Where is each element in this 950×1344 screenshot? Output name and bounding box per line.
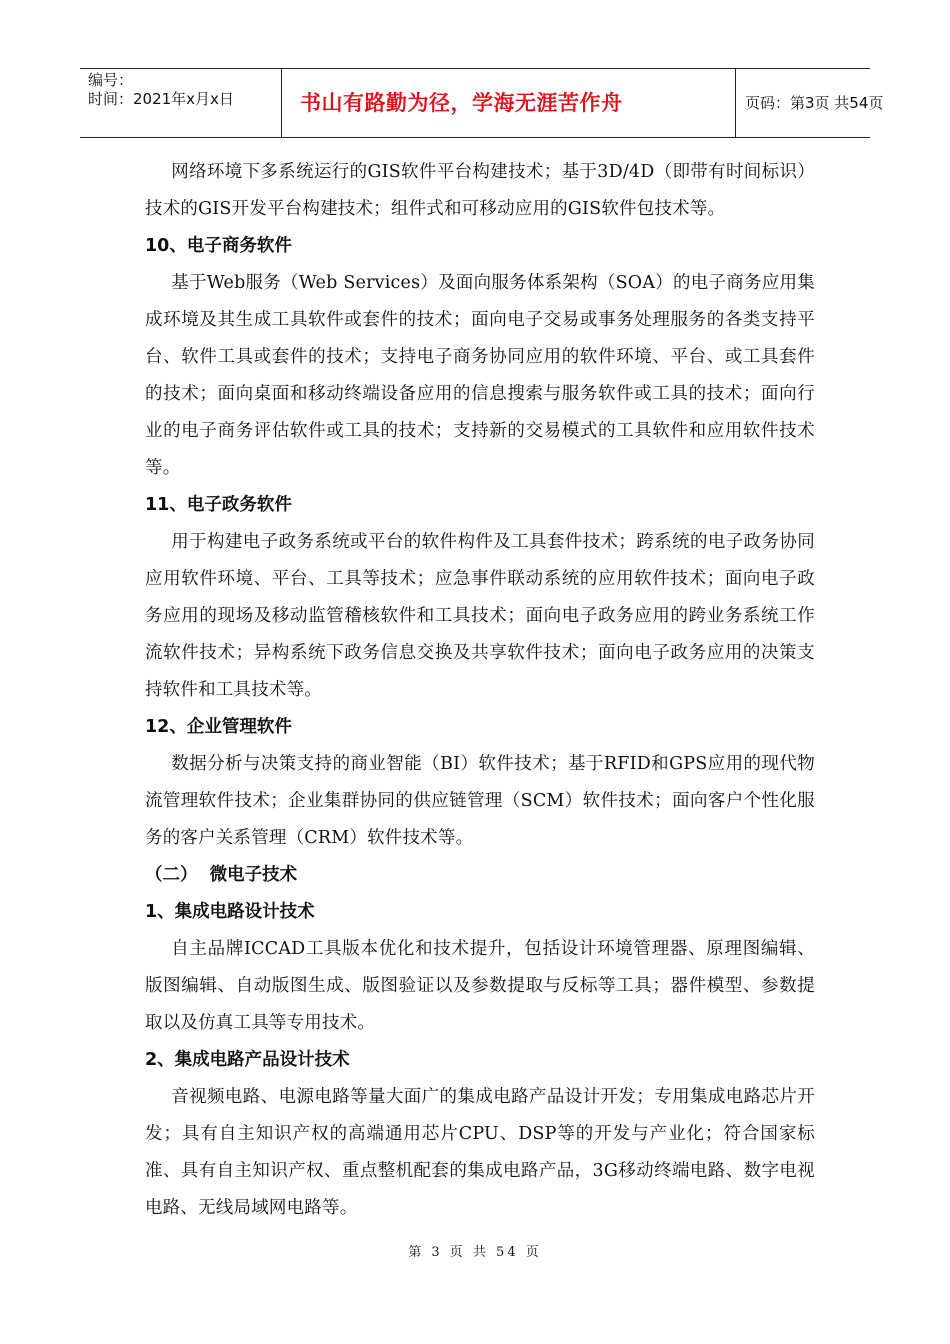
document-date-label: 时间：2021年x月x日 (88, 90, 234, 108)
section-heading: 2、集成电路产品设计技术 (145, 1050, 350, 1070)
document-body (145, 154, 815, 1227)
body-paragraph: 数据分析与决策支持的商业智能（BI）软件技术；基于RFID和GPS应用的现代物流管理软件技术；企业集群协同的供应链管理（SCM）软件技术；面向客户个性化服务的客户关系管理（CRM）软件技术等。 (145, 754, 815, 848)
header-middle-cell (281, 69, 736, 137)
body-paragraph: 用于构建电子政务系统或平台的软件构件及工具套件技术；跨系统的电子政务协同应用软件环境、平台、工具等技术；应急事件联动系统的应用软件技术；面向电子政务应用的现场及移动监管稽核软件和工具技术；面向电子政务应用的跨业务系统工作流软件技术；异构系统下政务信息交换及共享软件技术；面向电子政务应用的决策支持软件和工具技术等。 (145, 532, 815, 700)
page-footer: 第 3 页 共 54 页 (408, 1245, 542, 1260)
section-heading: 12、企业管理软件 (145, 717, 292, 737)
section-heading: 11、电子政务软件 (145, 495, 292, 515)
header-motto: 书山有路勤为径，学海无涯苦作舟 (300, 91, 623, 115)
chapter-heading: （二） 微电子技术 (145, 865, 298, 885)
page-header (80, 68, 884, 138)
body-paragraph: 基于Web服务（Web Services）及面向服务体系架构（SOA）的电子商务应用集成环境及其生成工具软件或套件的技术；面向电子交易或事务处理服务的各类支持平台、软件工具或套件的技术；支持电子商务协同应用的软件环境、平台、或工具套件的技术；面向桌面和移动终端设备应用的信息搜索与服务软件或工具的技术；面向行业的电子商务评估软件或工具的技术；支持新的交易模式的工具软件和应用软件技术等。 (145, 273, 815, 478)
section-heading: 1、集成电路设计技术 (145, 902, 315, 922)
body-paragraph: 音视频电路、电源电路等量大面广的集成电路产品设计开发；专用集成电路芯片开发；具有自主知识产权的高端通用芯片CPU、DSP等的开发与产业化；符合国家标准、具有自主知识产权、重点整机配套的集成电路产品，3G移动终端电路、数字电视电路、无线局域网电路等。 (145, 1087, 815, 1218)
section-heading: 10、电子商务软件 (145, 236, 292, 256)
document-code-label: 编号： (88, 71, 134, 89)
header-page-number: 页码：第3页 共54页 (745, 94, 884, 112)
body-paragraph: 自主品牌ICCAD工具版本优化和技术提升，包括设计环境管理器、原理图编辑、版图编辑、自动版图生成、版图验证以及参数提取与反标等工具；器件模型、参数提取以及仿真工具等专用技术。 (145, 939, 815, 1033)
body-paragraph: 网络环境下多系统运行的GIS软件平台构建技术；基于3D/4D（即带有时间标识）技术的GIS开发平台构建技术；组件式和可移动应用的GIS软件包技术等。 (145, 162, 815, 219)
header-right-cell (735, 69, 884, 137)
header-left-cell (80, 69, 281, 137)
